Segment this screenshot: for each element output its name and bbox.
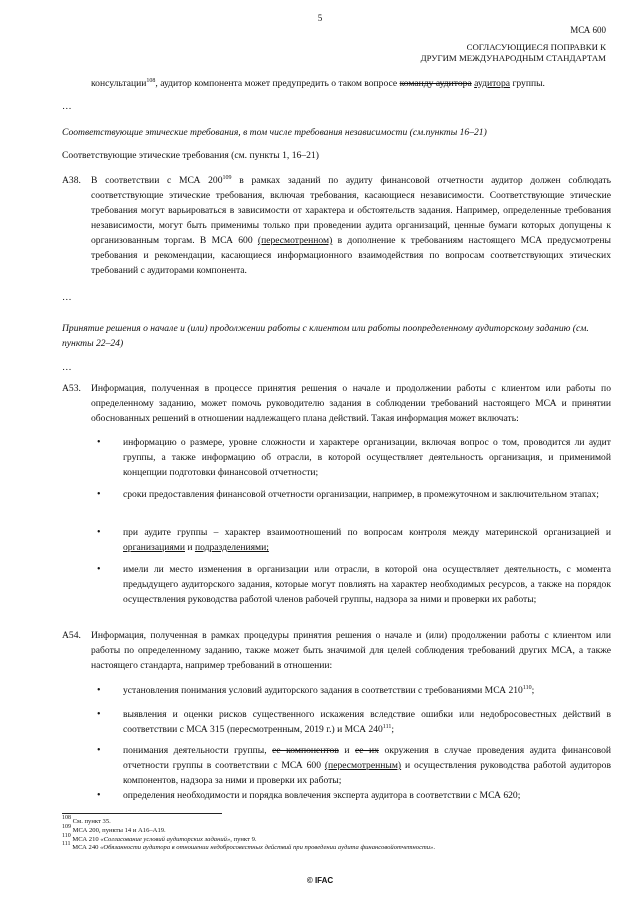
paragraph-label-a54: A54.	[62, 630, 81, 641]
inserted-text: аудитора	[474, 78, 511, 89]
b3-inserted-text-1: организациями	[123, 542, 185, 553]
c3-deleted-text-1: ее компонентов	[272, 745, 339, 756]
b3-text-2: и	[185, 542, 195, 553]
footnote-title: «Согласование условий аудиторских заданий»	[100, 835, 231, 843]
paragraph-a54: Информация, полученная в рамках процедуры принятия решения о начале и (или) продолжении работы с клиентом или работы по определенному заданию, также может быть значимой для целей соблюдения требований других МСА, а также настоящего стандарта, например требований в отношении:	[91, 630, 611, 671]
section-title	[421, 42, 606, 64]
ellipsis: …	[62, 101, 72, 112]
bullet-icon: •	[97, 685, 101, 696]
paragraph-label-a38: A38.	[62, 175, 81, 186]
footnote-text: .	[433, 844, 436, 852]
c3-text-4: и осуществления руководства работой аудиторов компонентов, надзора за ними и проверки их работы;	[123, 760, 611, 786]
bullet-icon: •	[97, 790, 101, 801]
list-item	[123, 743, 611, 788]
c2-text-1: выявления и оценки рисков существенного искажения вследствие ошибки или недобросовестных действий в соответствии с МСА 315 (пересмотренным, 2019 г.) и МСА 240	[123, 709, 611, 735]
continuation-text-1: консультации	[91, 78, 147, 89]
c3-text-2: и	[338, 745, 355, 756]
c3-text-1: понимания деятельности группы,	[123, 745, 273, 756]
c2-text-2: ;	[391, 724, 395, 735]
footnote-number: 110	[62, 832, 71, 839]
footnote	[62, 823, 622, 836]
a38-text-1: В соответствии с МСА 200	[91, 175, 223, 186]
a38-text-3: в дополнение к требованиям настоящего МСА предусмотрены требования и рекомендации, касающиеся информационного взаимодействия по вопросам соответствующих этических требований с аудиторами компонента.	[91, 235, 611, 276]
document-code: МСА 600	[570, 25, 606, 35]
footnote-text: МСА 240	[70, 844, 101, 852]
continuation-text-3: группы.	[510, 78, 545, 89]
bullet-icon: •	[97, 709, 101, 720]
list-item: сроки предоставления финансовой отчетности организации, например, в промежуточном и заключительном этапах;	[123, 489, 599, 500]
bullet-icon: •	[97, 745, 101, 756]
ethics-heading: Соответствующие этические требования, в том числе требования независимости (см.пункты 16–21)	[62, 127, 487, 138]
acceptance-heading: Принятие решения о начале и (или) продолжении работы с клиентом или работы поопределенному аудиторскому заданию (см. пункты 22–24)	[62, 323, 589, 349]
footnote-separator	[62, 813, 222, 814]
list-item: имели ли место изменения в организации или отрасли, в которой она осуществляет деятельность, с момента предыдущего аудиторского задания, которые могут повлиять на характер необходимых ресурсов, а также на порядок осуществления руководства работой членов рабочей группы, надзора за ними и проверки их работы;	[123, 564, 611, 605]
bullet-icon: •	[97, 564, 101, 575]
footnote-number: 108	[62, 815, 71, 821]
footnote-text: МСА 200, пункты 14 и А16–А19.	[71, 826, 166, 834]
ethics-plain-heading: Соответствующие этические требования (см. пункты 1, 16–21)	[62, 150, 319, 161]
list-item: определения необходимости и порядка вовлечения эксперта аудитора в соответствии с МСА 620;	[123, 790, 521, 801]
footnote-number: 109	[62, 823, 71, 830]
continuation-text-2: , аудитор компонента может предупредить о таком вопросе	[155, 78, 400, 89]
deleted-text: команду аудитора	[399, 78, 472, 89]
footnote	[62, 815, 622, 827]
ellipsis: …	[62, 362, 72, 373]
footnote-ref-109: 109	[222, 175, 232, 181]
a38-inserted-text: (пересмотренном)	[257, 235, 333, 246]
c1-text-2: ;	[531, 685, 535, 696]
b3-text-1: при аудите группы – характер взаимоотношений по вопросам контроля между материнской организацией и	[123, 527, 611, 538]
footnotes	[62, 815, 622, 853]
paragraph-a53: Информация, полученная в процессе принятия решения о начале и продолжении работы с клиентом или работы по определенному заданию, может помочь руководителю задания в соблюдении требований настоящего МСА и принятии обоснованных решений в отношении надлежащего плана действий. Такая информация может включать:	[91, 383, 611, 424]
footnote-ref-110: 110	[522, 685, 532, 691]
list-item: информацию о размере, уровне сложности и характере организации, включая вопрос о том, проводится ли аудит группы, а также информацию об отрасли, в которой осуществляет деятельность организация, и применимой концепции подготовки финансовой отчетности;	[123, 437, 611, 478]
footnote-text: См. пункт 35.	[71, 818, 111, 825]
copyright: © IFAC	[306, 876, 334, 885]
a38-text-2: в рамках заданий по аудиту финансовой отчетности аудитор должен соблюдать соответствующие этические требования, включая требования, касающиеся независимости. Соответствующие этические требования могут варьироваться в зависимости от характера и обстоятельств задания. Например, определенные требования независимости, могут быть применимы только при проведении аудита организаций, ценные бумаги которых допущены к организованным торгам. В МСА 600	[91, 175, 611, 246]
c3-text-3: окружения в случае проведения аудита финансовой отчетности группы в соответствии с МСА 600	[123, 745, 611, 771]
bullet-icon: •	[97, 489, 101, 500]
bullet-icon: •	[97, 527, 101, 538]
paragraph-label-a53: A53.	[62, 383, 81, 394]
footnote-text: , пункт 9.	[230, 835, 257, 843]
bullet-icon: •	[97, 437, 101, 448]
c3-deleted-text-2: ее их	[355, 745, 379, 756]
section-title-line-1: СОГЛАСУЮЩИЕСЯ ПОПРАВКИ К	[466, 42, 606, 52]
section-title-line-2: ДРУГИМ МЕЖДУНАРОДНЫМ СТАНДАРТАМ	[420, 53, 606, 63]
list-item	[123, 683, 611, 698]
list-item	[123, 707, 611, 737]
ellipsis: …	[62, 292, 72, 303]
footnote-ref-111: 111	[382, 724, 392, 730]
list-item	[123, 525, 611, 555]
footnote-ref-108: 108	[146, 78, 156, 84]
footnote-number: 111	[62, 841, 71, 848]
c1-text-1: установления понимания условий аудиторского задания в соответствии с требованиями МСА 210	[123, 685, 523, 696]
footnote-text: МСА 210	[70, 835, 101, 843]
paragraph-a38	[91, 173, 611, 278]
footnote	[62, 841, 622, 853]
footnote-title: «Обязанности аудитора в отношении недобросовестных действий при проведении аудита финансовойотчетности»	[100, 844, 434, 852]
b3-inserted-text-2: подразделениями;	[194, 542, 269, 553]
page-number: 5	[317, 13, 323, 23]
continuation-paragraph	[91, 76, 611, 91]
c3-inserted-text: (пересмотренным)	[324, 760, 402, 771]
